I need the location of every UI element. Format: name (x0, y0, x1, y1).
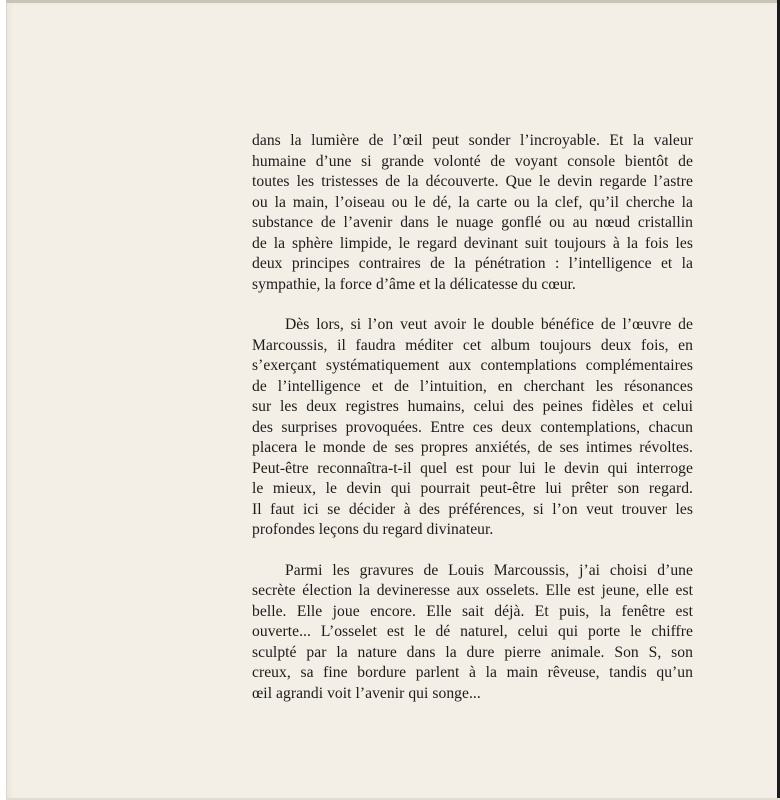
text-line: secrète élection la devineresse aux osselets. Elle est jeune, elle est (252, 582, 693, 599)
text-line: placera le monde de ses propres anxiétés, de ses intimes révoltes. (252, 439, 693, 456)
text-line: de la sphère limpide, le regard devinant suit toujours à la fois les (252, 234, 693, 252)
text-line: profondes leçons du regard divinateur. (252, 521, 494, 538)
text-line: humaine d’une si grande volonté de voyant console bientôt de (252, 152, 693, 170)
text-line: ouverte... L’osselet est le dé naturel, celui qui porte le chiffre (252, 623, 693, 640)
text-line: Marcoussis, il faudra méditer cet album toujours deux fois, en (252, 336, 693, 354)
text-line: dans la lumière de l’œil peut sonder l’incroyable. Et la valeur (252, 132, 693, 149)
paragraph-3 (252, 561, 693, 705)
text-line: sculpté par la nature dans la dure pierre animale. Son S, son (252, 643, 693, 661)
paragraph-1 (252, 131, 693, 295)
body-text (252, 131, 693, 704)
text-line: creux, sa fine bordure parlent à la main rêveuse, tandis qu’un (252, 664, 693, 681)
text-line: œil agrandi voit l’avenir qui songe... (252, 684, 481, 702)
text-line: le mieux, le devin qui pourrait peut-être lui prêter son regard. (252, 480, 693, 497)
paragraph-2 (252, 315, 693, 541)
text-line: ou la main, l’oiseau ou le dé, la carte ou la clef, qu’il cherche la (252, 193, 693, 211)
text-line: Peut-être reconnaîtra-t-il quel est pour lui le devin qui interroge (252, 459, 693, 477)
text-line: Dès lors, si l’on veut avoir le double bénéfice de l’œuvre de (285, 316, 693, 333)
text-line: belle. Elle joue encore. Elle sait déjà. Et puis, la fenêtre est (252, 602, 693, 620)
text-line: s’exerçant systématiquement aux contemplations complémentaires (252, 357, 693, 374)
text-line: des surprises provoquées. Entre ces deux contemplations, chacun (252, 418, 693, 436)
text-line: Il faut ici se décider à des préférences, si l’on veut trouver les (252, 500, 693, 518)
text-line: sympathie, la force d’âme et la délicatesse du cœur. (252, 275, 576, 293)
text-line: de l’intelligence et de l’intuition, en cherchant les résonances (252, 377, 693, 395)
text-line: substance de l’avenir dans le nuage gonflé ou au nœud cristallin (252, 214, 693, 231)
text-line: toutes les tristesses de la découverte. Que le devin regarde l’astre (252, 173, 693, 190)
text-line: Parmi les gravures de Louis Marcoussis, j’ai choisi d’une (285, 561, 693, 579)
text-line: deux principes contraires de la pénétration : l’intelligence et la (252, 255, 693, 272)
text-line: sur les deux registres humains, celui des peines fidèles et celui (252, 398, 693, 415)
